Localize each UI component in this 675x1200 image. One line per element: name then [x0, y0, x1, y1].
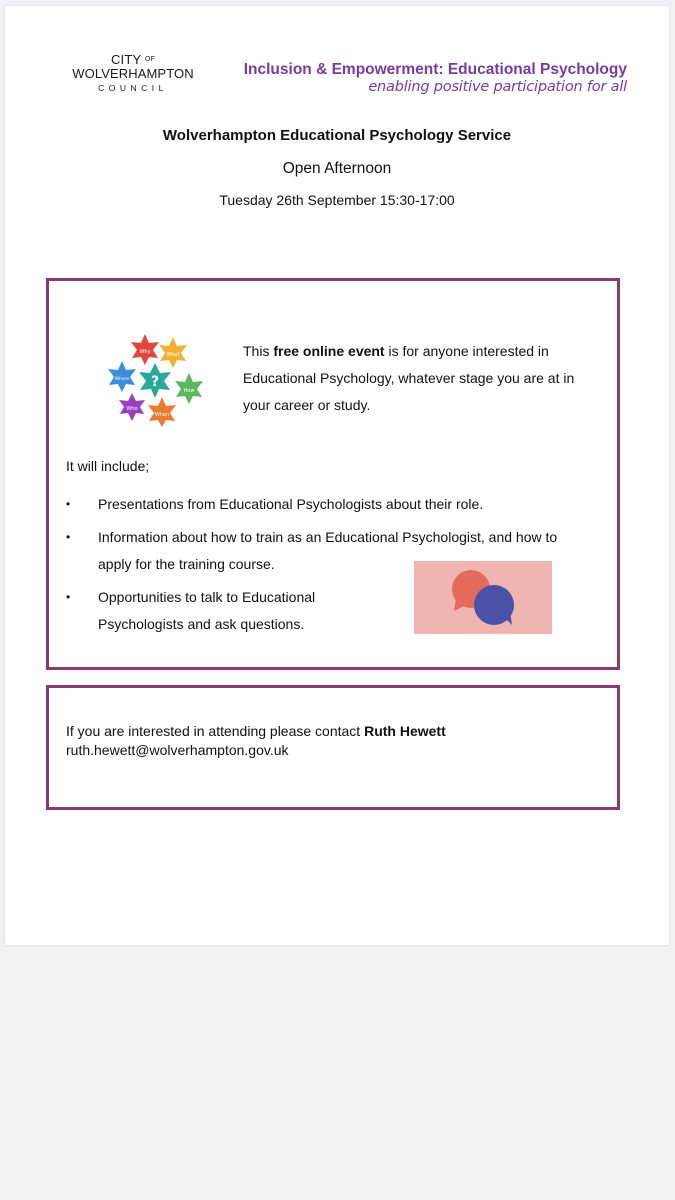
contact-email[interactable]: ruth.hewett@wolverhampton.gov.uk [66, 742, 289, 758]
event-intro: This free online event is for anyone interested in Educational Psychology, whatever stage you are at in your career or study. [243, 343, 575, 413]
star-who-label: Who [126, 406, 138, 412]
star-what-label: What [166, 352, 180, 358]
bullet-icon: • [66, 530, 71, 544]
svg-text:?: ? [150, 374, 160, 390]
header-branding [244, 61, 627, 95]
logo-name: WOLVERHAMPTON [72, 66, 194, 81]
contact-box [46, 685, 620, 810]
contact-info [66, 722, 446, 760]
header-title: Inclusion & Empowerment: Educational Psychology [243, 61, 627, 78]
question-stars-icon [107, 331, 207, 427]
event-subtitle: Open Afternoon [282, 160, 392, 177]
star-how-label: How [183, 388, 195, 394]
list-item: • Opportunities to talk to Educational Psychologists and ask questions. [66, 584, 358, 638]
contact-name: Ruth Hewett [364, 723, 446, 739]
logo-council: COUNCIL [98, 83, 168, 93]
star-when-label: When [154, 412, 170, 418]
star-why-label: Why [139, 349, 151, 355]
flyer-page [5, 6, 669, 945]
service-title: Wolverhampton Educational Psychology Service [162, 127, 512, 144]
chat-bubbles-illustration [414, 561, 552, 634]
logo-city: CITY [110, 52, 142, 67]
event-details-box [46, 278, 620, 670]
bullet-icon: • [66, 590, 71, 604]
list-item: • Presentations from Educational Psychologists about their role. [66, 491, 596, 518]
chat-bubbles-icon [414, 561, 552, 634]
include-label: It will include; [66, 458, 150, 474]
council-logo [63, 53, 203, 93]
logo-of: OF [144, 56, 156, 63]
event-datetime: Tuesday 26th September 15:30-17:00 [219, 192, 455, 208]
contact-text: If you are interested in attending please contact [66, 723, 365, 739]
list-item: • Information about how to train as an Educational Psychologist, and how to apply for the training course. [66, 524, 588, 578]
header-tagline: enabling positive participation for all [368, 79, 627, 95]
bullet-icon: • [66, 497, 71, 511]
star-where-label: Where [114, 377, 130, 382]
free-online-event-emphasis: free online event [273, 343, 385, 359]
